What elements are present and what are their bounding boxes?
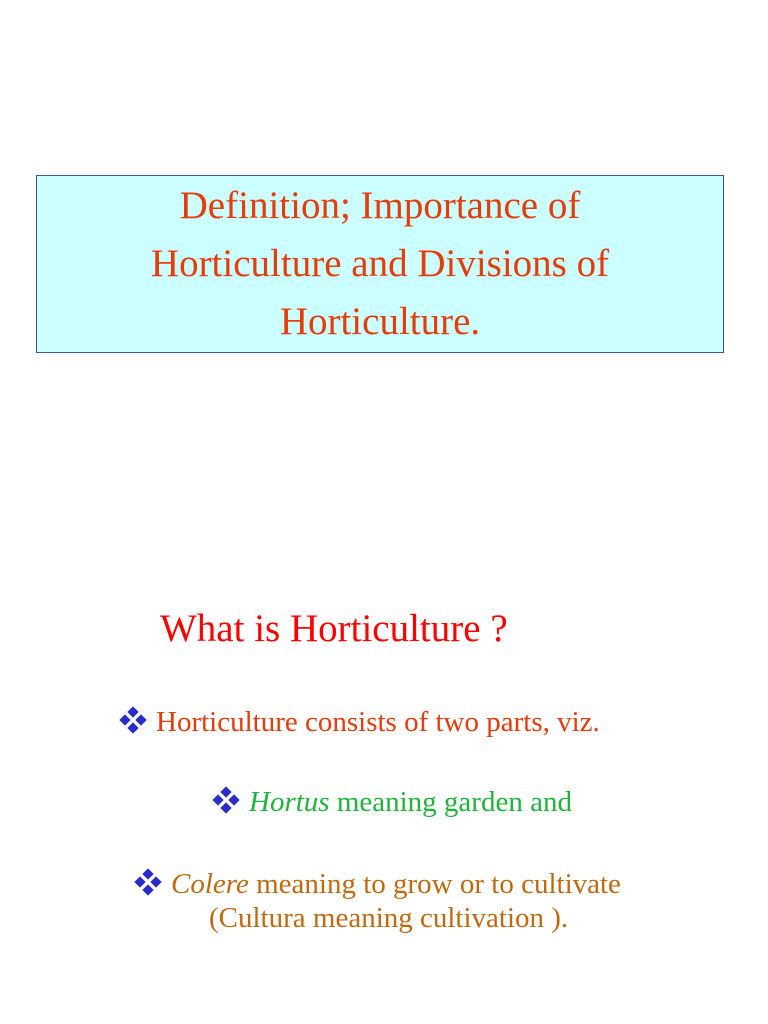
diamond-bullet-icon — [120, 707, 146, 733]
title-box — [36, 175, 724, 353]
bullet-text: Horticulture consists of two parts, viz. — [156, 706, 600, 738]
bullet-item-3-continuation: (Cultura meaning cultivation ). — [209, 902, 569, 934]
bullet-item-3 — [135, 866, 621, 902]
bullet-term: Colere — [171, 868, 249, 900]
bullet-text: meaning garden and — [336, 786, 572, 818]
slide-title — [151, 177, 609, 351]
bullet-item-1 — [120, 704, 600, 740]
title-line-2: Horticulture and Divisions of — [150, 242, 610, 285]
bullet-term: Hortus — [249, 786, 330, 818]
diamond-bullet-icon — [135, 869, 161, 895]
section-heading: What is Horticulture ? — [160, 607, 508, 650]
bullet-item-2 — [213, 784, 572, 820]
bullet-text: meaning to grow or to cultivate — [256, 868, 621, 900]
title-line-3: Horticulture. — [279, 300, 481, 343]
diamond-bullet-icon — [213, 787, 239, 813]
title-line-1: Definition; Importance of — [179, 184, 581, 227]
